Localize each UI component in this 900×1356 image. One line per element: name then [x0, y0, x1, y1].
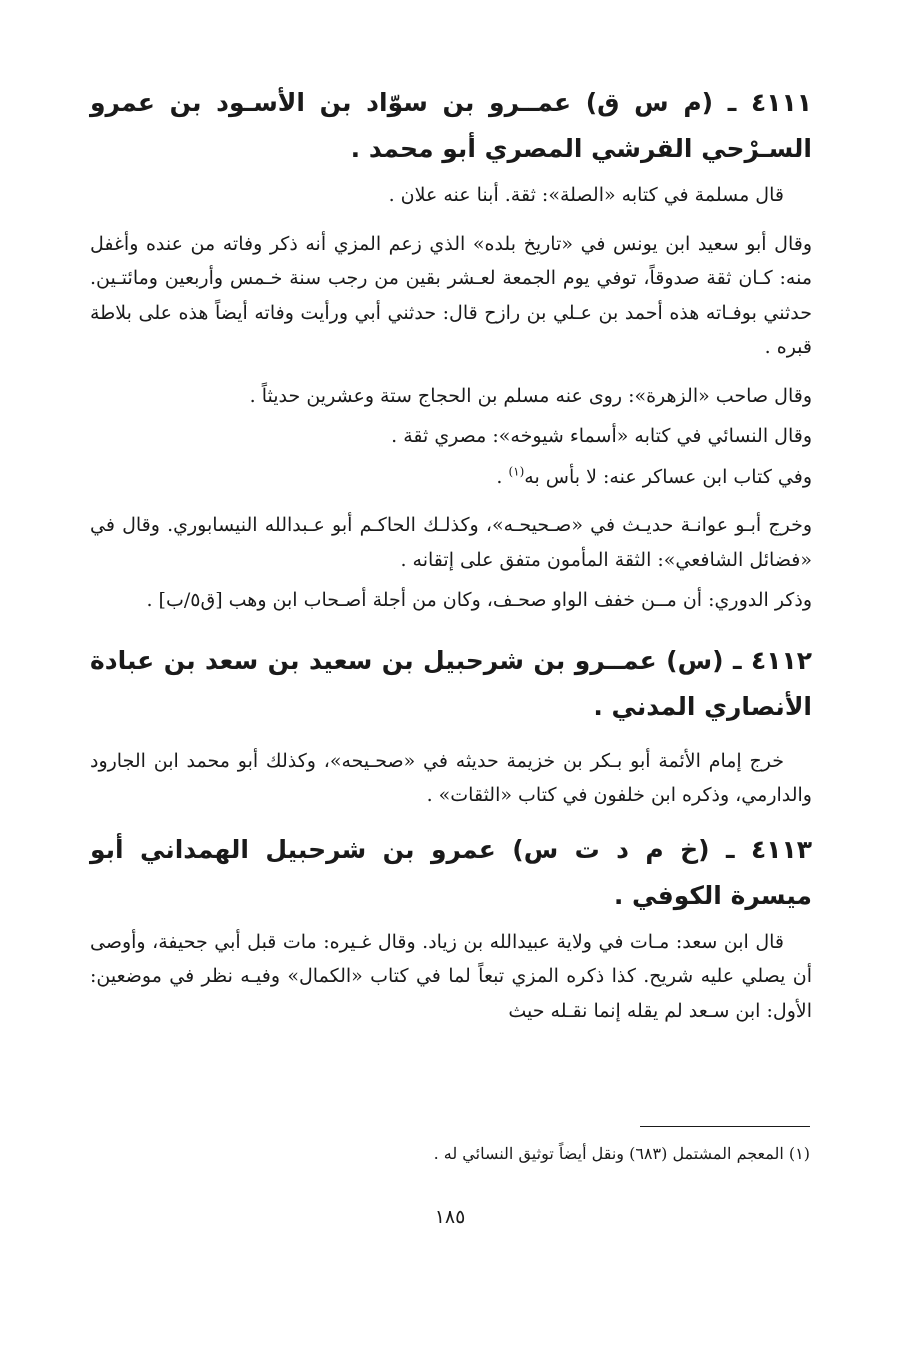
entry-paragraph: قال مسلمة في كتابه «الصلة»: ثقة. أبنا عنه علان .	[388, 184, 784, 206]
entry-paragraph-text: وفي كتاب ابن عساكر عنه: لا بأس به	[524, 465, 812, 488]
entry-4112	[90, 638, 812, 813]
entry-paragraph: وذكر الدوري: أن مــن خفف الواو صحـف، وكان من أجلة أصـحاب ابن وهب [ق٥/ب] .	[146, 589, 812, 611]
footnote-divider	[640, 1126, 810, 1127]
footnote: (١) المعجم المشتمل (٦٨٣) ونقل أيضاً توثيق النسائي له .	[433, 1144, 810, 1163]
entry-paragraph: وقال النسائي في كتابه «أسماء شيوخه»: مصري ثقة .	[391, 425, 812, 447]
entry-paragraph: وخرج أبـو عوانـة حديـث في «صـحيحـه»، وكذلـك الحاكـم أبو عـبدالله النيسابوري. وقال في «فضائل الشافعي»: الثقة المأمون متفق على إتقانه .	[90, 514, 812, 571]
entry-paragraph: خرج إمام الأئمة أبو بـكر بن خزيمة حديثه في «صحـيحه»، وكذلك أبو محمد ابن الجارود والدارمي، وذكره ابن خلفون في كتاب «الثقات» .	[90, 749, 812, 806]
entry-4111	[90, 80, 812, 618]
entry-paragraph: وقال أبو سعيد ابن يونس في «تاريخ بلده» الذي زعم المزي أنه ذكر وفاته من عنده وأغفل منه: كـان ثقة صدوقاً، توفي يوم الجمعة لعـشر بقين من رجب سنة خـمس وأربعين ومائتـين. حدثني بوفـاته هذه أحمد بن عـلي بن رازح قال: حدثني أبي ورأيت وفاته أيضاً هذه على بلاطة قبره .	[90, 232, 812, 358]
entry-paragraph-tail: .	[496, 465, 509, 488]
entry-heading: ٤١١٣ ـ (خ م د ت س) عمرو بن شرحبيل الهمداني أبو ميسرة الكوفي .	[90, 834, 812, 910]
entry-heading: ٤١١٢ ـ (س) عمــرو بن شرحبيل بن سعيد بن سعد بن عبادة الأنصاري المدني .	[90, 645, 812, 721]
entry-heading: ٤١١١ ـ (م س ق) عمــرو بن سوّاد بن الأسـود بن عمرو السـرْحي القرشي المصري أبو محمد .	[90, 88, 812, 163]
entry-4113	[90, 827, 812, 1029]
page-body	[90, 80, 812, 1028]
entry-paragraph: وقال صاحب «الزهرة»: روى عنه مسلم بن الحجاج ستة وعشرين حديثاً .	[249, 384, 812, 407]
entry-paragraph: قال ابن سعد: مـات في ولاية عبيدالله بن زياد. وقال غـيره: مات قبل أبي جحيفة، وأوصى أن يصلي عليه شريح. كذا ذكره المزي تبعاً لما في كتاب «الكمال» وفيـه نظر في موضعين: الأول: ابن سـعد لم يقله إنما نقـله حيث	[90, 930, 812, 1022]
page-number: ١٨٥	[434, 1206, 466, 1228]
footnote-reference: (١)	[508, 464, 525, 479]
entry-paragraph-with-footnote	[90, 460, 812, 495]
